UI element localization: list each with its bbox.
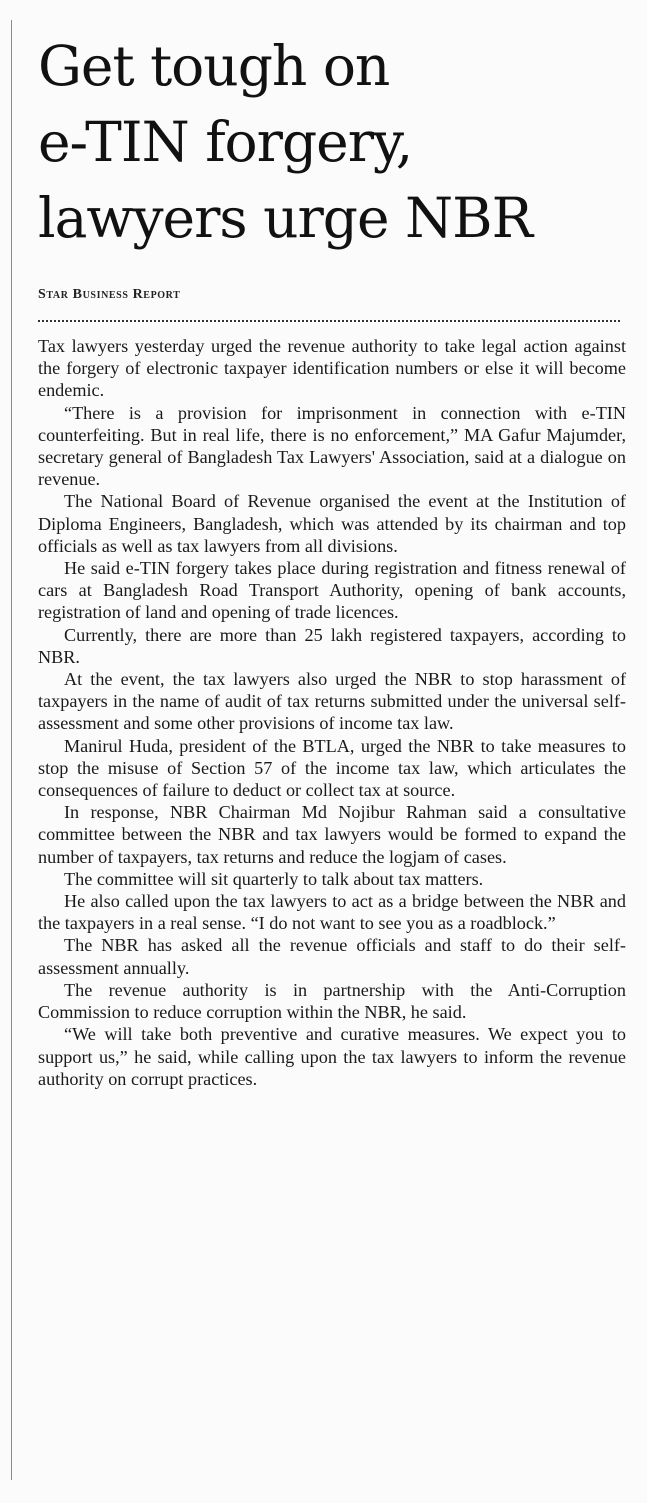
headline-line: lawyers urge NBR bbox=[38, 186, 532, 250]
paragraph: In response, NBR Chairman Md Nojibur Rahman said a consultative committee between the NBR and tax lawyers would be formed to expand the number of taxpayers, tax returns and reduce the logjam of cases. bbox=[38, 802, 626, 867]
paragraph: Tax lawyers yesterday urged the revenue authority to take legal action against the forgery of electronic taxpayer identification numbers or else it will become endemic. bbox=[38, 336, 626, 401]
paragraph: He said e-TIN forgery takes place during registration and fitness renewal of cars at Bangladesh Road Transport Authority, opening of bank accounts, registration of land and opening of trade licences. bbox=[38, 558, 626, 623]
paragraph: Currently, there are more than 25 lakh registered taxpayers, according to NBR. bbox=[38, 624, 626, 667]
byline: Star Business Report bbox=[38, 287, 181, 302]
paragraph: The NBR has asked all the revenue officials and staff to do their self-assessment annually. bbox=[38, 935, 626, 978]
paragraph: He also called upon the tax lawyers to act as a bridge between the NBR and the taxpayers in a real sense. “I do not want to see you as a roadblock.” bbox=[38, 891, 626, 934]
paragraph: At the event, the tax lawyers also urged the NBR to stop harassment of taxpayers in the name of audit of tax returns submitted under the universal self-assessment and some other provisions of income tax law. bbox=[38, 669, 626, 734]
paragraph: Manirul Huda, president of the BTLA, urged the NBR to take measures to stop the misuse of Section 57 of the income tax law, which articulates the consequences of failure to deduct or collect tax at source. bbox=[38, 735, 626, 801]
paragraph: The National Board of Revenue organised the event at the Institution of Diploma Engineers, Bangladesh, which was attended by its chairman and top officials as well as tax lawyers from all divisions. bbox=[38, 491, 626, 556]
paragraph: The committee will sit quarterly to talk about tax matters. bbox=[64, 868, 484, 889]
column-rule bbox=[11, 20, 12, 1480]
dotted-divider bbox=[38, 320, 620, 322]
paragraph: “There is a provision for imprisonment in connection with e-TIN counterfeiting. But in real life, there is no enforcement,” MA Gafur Majumder, secretary general of Bangladesh Tax Lawyers' Association, said at a dialogue on revenue. bbox=[38, 402, 626, 490]
headline-line: e-TIN forgery, bbox=[38, 110, 413, 174]
headline bbox=[38, 28, 638, 256]
paragraph: “We will take both preventive and curative measures. We expect you to support us,” he said, while calling upon the tax lawyers to inform the revenue authority on corrupt practices. bbox=[38, 1024, 626, 1089]
paragraph: The revenue authority is in partnership with the Anti-Corruption Commission to reduce corruption within the NBR, he said. bbox=[38, 979, 626, 1023]
headline-line: Get tough on bbox=[38, 34, 390, 98]
article-body bbox=[38, 335, 626, 1090]
